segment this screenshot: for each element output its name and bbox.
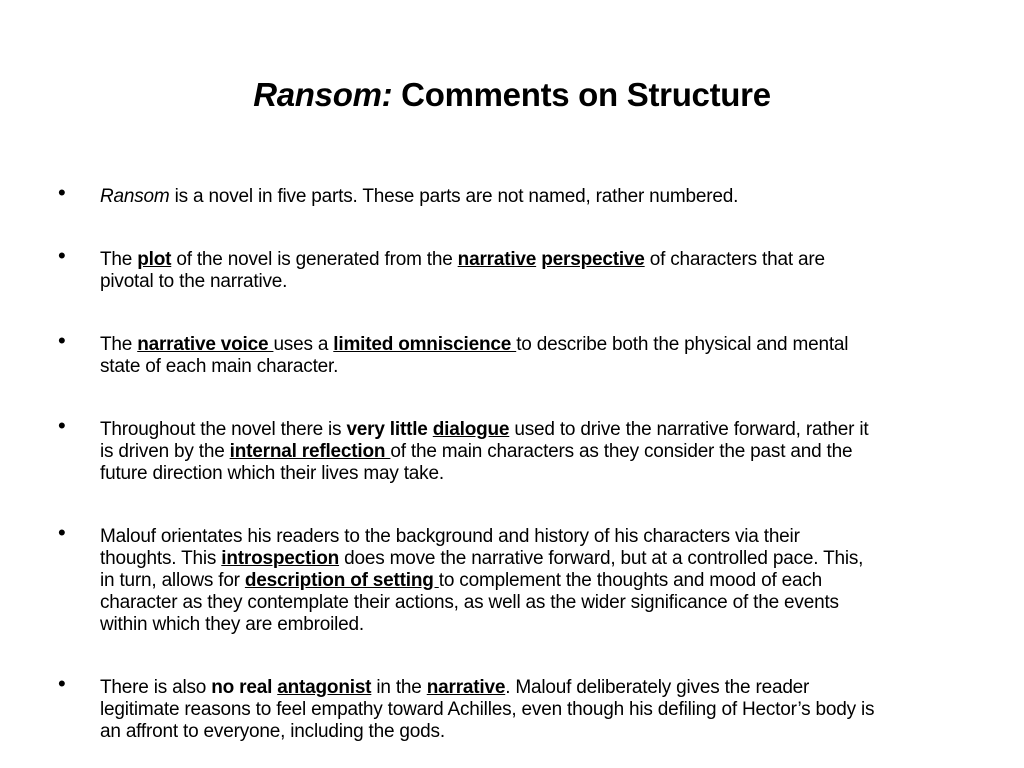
bullet-3-text-3: uses a [273,334,334,355]
bullet-1-text-1: Ransom [100,186,170,207]
bullet-5-text-1: Malouf orientates his readers to the background and history of his characters via their thoughts. This [100,526,800,569]
bullet-item-1 [58,180,878,208]
bullet-4-term-dialogue: dialogue [432,419,510,440]
bullet-dot-icon: • [58,413,66,438]
bullet-dot-icon: • [58,180,66,205]
bullet-2-text-7: of characters that are pivotal to the narrative. [100,249,825,292]
bullet-1-text-2: is a novel in five parts. These parts are not named, rather numbered. [169,186,739,207]
bullet-item-5 [58,520,878,636]
bullet-dot-icon: • [58,671,66,696]
bullet-6-term-no-real: no real [211,677,273,698]
bullet-dot-icon: • [58,328,66,353]
bullet-3-term-limited-omniscience: limited omniscience [333,334,517,355]
bullet-6-text-7: . Malouf deliberately gives the reader legitimate reasons to feel empathy toward Achilles, even though his defiling of Hector’s body is an affront to everyone, including the gods. [100,677,875,742]
bullet-4-text-1: Throughout the novel there is [100,419,347,440]
bullet-item-4 [58,413,878,485]
bullet-6-term-antagonist: antagonist [277,677,372,698]
bullet-6-text-1: There is also [100,677,212,698]
bullet-2-term-plot: plot [137,249,172,270]
bullet-4-term-very-little: very little [346,419,428,440]
bullet-item-3 [58,328,878,378]
bullet-3-text-5: to describe both the physical and mental state of each main character. [100,334,849,377]
bullet-5-term-description-of-setting: description of setting [244,570,439,591]
bullet-3-text-1: The [100,334,138,355]
bullet-list [58,180,878,743]
bullet-5-text-5: to complement the thoughts and mood of each character as they contemplate their actions, as well as the wider significance of the events within which they are embroiled. [100,570,839,635]
bullet-6-text-5: in the [371,677,427,698]
bullet-dot-icon: • [58,243,66,268]
title-rest: Comments on Structure [392,76,771,113]
slide-title [0,76,1024,114]
bullet-item-6 [58,671,878,743]
bullet-5-term-introspection: introspection [221,548,340,569]
bullet-dot-icon: • [58,520,66,545]
bullet-2-term-narrative: narrative [457,249,537,270]
title-italic-part: Ransom: [253,76,393,113]
bullet-6-term-narrative: narrative [426,677,506,698]
bullet-3-term-narrative-voice: narrative voice [137,334,274,355]
bullet-2-text-1: The [100,249,138,270]
bullet-4-text-5: used to drive the narrative forward, rather it is driven by the [100,419,869,462]
bullet-item-2 [58,243,878,293]
bullet-4-text-7: of the main characters as they consider the past and the future direction which their lives may take. [100,441,853,484]
bullet-2-term-perspective: perspective [541,249,645,270]
bullet-5-text-3: does move the narrative forward, but at a controlled pace. This, in turn, allows for [100,548,864,591]
bullet-4-term-internal-reflection: internal reflection [229,441,391,462]
bullet-2-text-3: of the novel is generated from the [171,249,458,270]
